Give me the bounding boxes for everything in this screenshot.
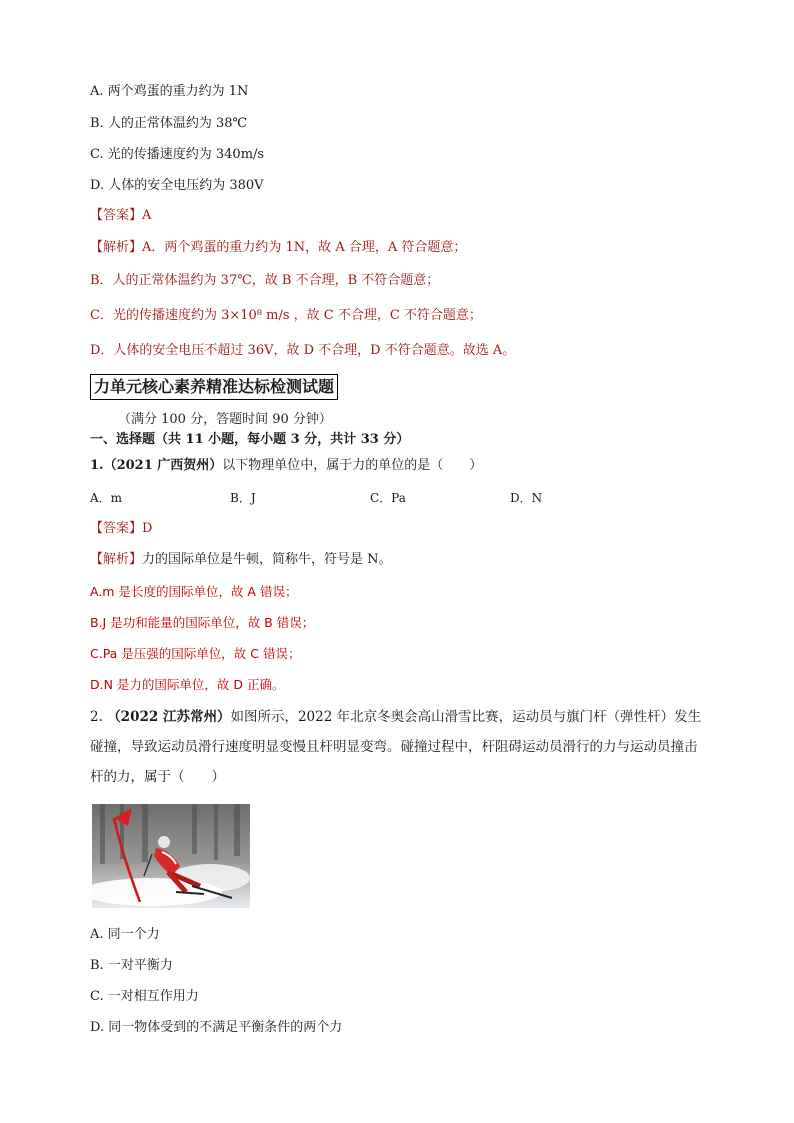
prev-answer xyxy=(90,208,151,224)
q1-answer xyxy=(90,521,152,537)
q1-answer-value: D xyxy=(142,521,153,536)
q2-option-a: A. 同一个力 xyxy=(90,927,160,942)
prev-answer-label: 【答案】 xyxy=(90,208,143,223)
prev-analysis-b: B．人的正常体温约为 37℃，故 B 不合理，B 不符合题意； xyxy=(90,273,440,288)
q1-choice-c: C．Pa xyxy=(370,491,406,505)
skier-photo xyxy=(92,804,250,908)
prev-answer-value: A xyxy=(142,208,152,223)
q1-analysis-label: 【解析】 xyxy=(90,552,143,567)
q1-analysis-c: C.Pa 是压强的国际单位，故 C 错误； xyxy=(90,646,301,661)
prev-analysis-label: 【解析】 xyxy=(90,240,143,255)
q2-option-c: C. 一对相互作用力 xyxy=(90,989,199,1004)
test-subtitle: （满分 100 分，答题时间 90 分钟） xyxy=(118,412,332,427)
prev-option-d: D. 人体的安全电压约为 380V xyxy=(90,178,264,193)
q1-analysis-first xyxy=(90,552,392,568)
prev-option-a: A. 两个鸡蛋的重力约为 1N xyxy=(90,84,249,99)
q1-stem-text: 以下物理单位中，属于力的单位的是（ ） xyxy=(222,458,483,473)
q1-answer-label: 【答案】 xyxy=(90,521,143,536)
q1-analysis-b: B.J 是功和能量的国际单位，故 B 错误； xyxy=(90,615,315,630)
prev-option-c: C. 光的传播速度约为 340m/s xyxy=(90,147,265,162)
q1-analysis-a: A.m 是长度的国际单位，故 A 错误； xyxy=(90,584,298,599)
q2-stem xyxy=(90,702,710,792)
prev-analysis-a xyxy=(90,240,466,256)
q2-option-b: B. 一对平衡力 xyxy=(90,958,173,973)
q2-number: 2. xyxy=(90,709,103,725)
q1-analysis-d: D.N 是力的国际单位，故 D 正确。 xyxy=(90,677,285,692)
q1-choice-a: A．m xyxy=(90,491,123,505)
q1-choice-d: D．N xyxy=(510,491,543,505)
q1-stem xyxy=(90,458,482,474)
prev-analysis-d: D．人体的安全电压不超过 36V，故 D 不合理，D 不符合题意。故选 A。 xyxy=(90,343,516,358)
prev-option-b: B. 人的正常体温约为 38℃ xyxy=(90,116,248,131)
q1-source: （2021 广西贺州） xyxy=(103,458,223,473)
q1-choice-b: B．J xyxy=(230,491,256,505)
q1-number: 1. xyxy=(90,458,104,473)
q2-source: （2022 江苏常州） xyxy=(107,709,231,725)
q1-analysis-first-text: 力的国际单位是牛顿，简称牛，符号是 N。 xyxy=(142,552,392,567)
q1-choices xyxy=(90,490,650,506)
q2-option-d: D. 同一物体受到的不满足平衡条件的两个力 xyxy=(90,1020,343,1035)
prev-analysis-c: C．光的传播速度约为 3×10⁸ m/s ，故 C 不合理，C 不符合题意； xyxy=(90,308,482,323)
test-title: 力单元核心素养精准达标检测试题 xyxy=(90,374,338,400)
section-heading: 一、选择题（共 11 小题，每小题 3 分，共计 33 分） xyxy=(90,432,410,447)
q2-stem-text: 如图所示，2022 年北京冬奥会高山滑雪比赛，运动员与旗门杆（弹性杆）发生碰撞，导致运动员滑行速度明显变慢且杆明显变弯。碰撞过程中，杆阻碍运动员滑行的力与运动员撞击杆的力，属于（ ） xyxy=(90,709,702,785)
prev-analysis-a-text: A．两个鸡蛋的重力约为 1N，故 A 合理，A 符合题意； xyxy=(142,240,467,255)
